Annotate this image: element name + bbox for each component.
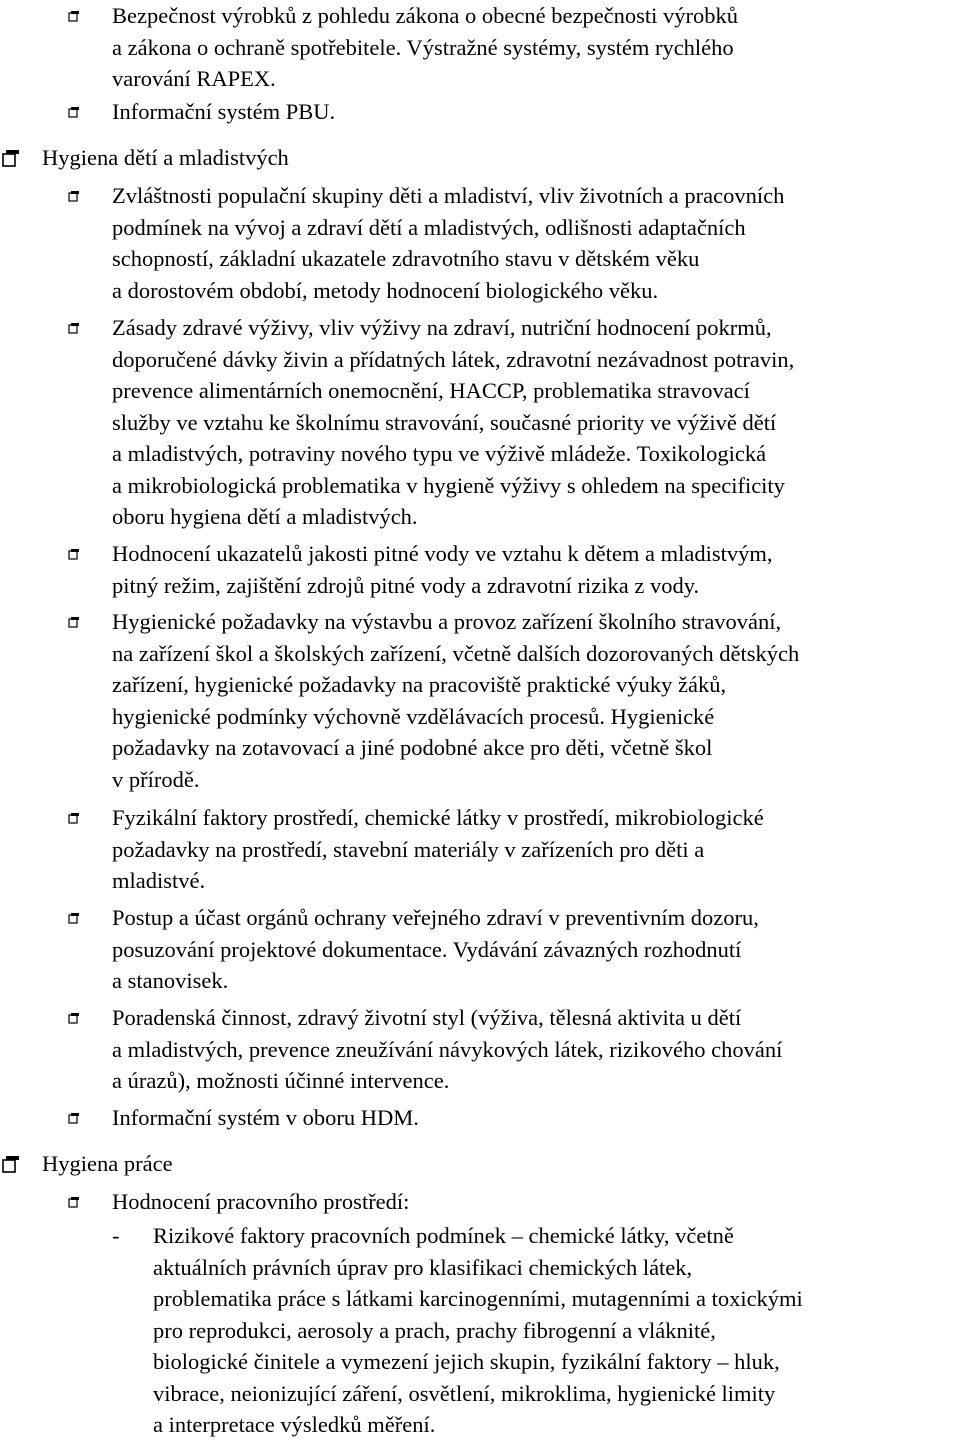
- list-item-text: Fyzikální faktory prostředí, chemické látky v prostředí, mikrobiologické požadavky na prostředí, stavební materiály v zařízeních pro děti a mladistvé.: [112, 805, 764, 893]
- sub-list-item-text: Rizikové faktory pracovních podmínek – chemické látky, včetně aktuálních právních úprav pro klasifikaci chemických látek, problematika práce s látkami karcinogenními, mutagenními a toxickými pro reprodukci, aerosoly a prach, prachy fibrogenní a vláknité, biologické činitele a vymezení jejich skupin, fyzikální faktory – hluk, vibrace, neionizující záření, osvětlení, mikroklima, hygienické limity a interpretace výsledků měření.: [153, 1223, 803, 1437]
- section-heading-text: Hygiena práce: [42, 1151, 173, 1176]
- small-square-bullet-icon: [68, 616, 80, 628]
- list-item-text: Hygienické požadavky na výstavbu a provoz zařízení školního stravování, na zařízení škol a školských zařízení, včetně dalších dozorovaných dětských zařízení, hygienické požadavky na pracoviště praktické výuky žáků, hygienické podmínky výchovně vzdělávacích procesů. Hygienické požadavky na zotavovací a jiné podobné akce pro děti, včetně škol v přírodě.: [112, 609, 800, 792]
- square-bullet-icon: [2, 149, 20, 167]
- small-square-bullet-icon: [68, 912, 80, 924]
- list-item-text: Zásady zdravé výživy, vliv výživy na zdraví, nutriční hodnocení pokrmů, doporučené dávky živin a přídatných látek, zdravotní nezávadnost potravin, prevence alimentárních onemocnění, HACCP, problematika stravovací služby ve vztahu ke školnímu stravování, současné priority ve výživě dětí a mladistvých, potraviny nového typu ve výživě mládeže. Toxikologická a mikrobiologická problematika v hygieně výživy s ohledem na specificity oboru hygiena dětí a mladistvých.: [112, 315, 795, 529]
- small-square-bullet-icon: [68, 812, 80, 824]
- list-item-text: Informační systém PBU.: [112, 99, 336, 124]
- list-item-text: Zvláštnosti populační skupiny děti a mladiství, vliv životních a pracovních podmínek na vývoj a zdraví dětí a mladistvých, odlišnosti adaptačních schopností, základní ukazatele zdravotního stavu v dětském věku a dorostovém období, metody hodnocení biologického věku.: [112, 183, 785, 303]
- small-square-bullet-icon: [68, 190, 80, 202]
- small-square-bullet-icon: [68, 1112, 80, 1124]
- small-square-bullet-icon: [68, 322, 80, 334]
- list-item-text: Poradenská činnost, zdravý životní styl (výživa, tělesná aktivita u dětí a mladistvých, prevence zneužívání návykových látek, rizikového chování a úrazů), možnosti účinné intervence.: [112, 1005, 783, 1093]
- list-item-text: Hodnocení pracovního prostředí:: [112, 1189, 410, 1214]
- list-item-text: Hodnocení ukazatelů jakosti pitné vody ve vztahu k dětem a mladistvým, pitný režim, zajištění zdrojů pitné vody a zdravotní rizika z vody.: [112, 541, 773, 598]
- small-square-bullet-icon: [68, 1196, 80, 1208]
- list-item-text: Informační systém v oboru HDM.: [112, 1105, 419, 1130]
- small-square-bullet-icon: [68, 548, 80, 560]
- dash-marker: -: [112, 1223, 120, 1248]
- square-bullet-icon: [2, 1155, 20, 1173]
- list-item-text: Postup a účast orgánů ochrany veřejného zdraví v preventivním dozoru, posuzování projektové dokumentace. Vydávání závazných rozhodnutí a stanovisek.: [112, 905, 759, 993]
- small-square-bullet-icon: [68, 10, 80, 22]
- list-item-text: Bezpečnost výrobků z pohledu zákona o obecné bezpečnosti výrobků a zákona o ochraně spotřebitele. Výstražné systémy, systém rychlého varování RAPEX.: [112, 3, 739, 91]
- small-square-bullet-icon: [68, 106, 80, 118]
- small-square-bullet-icon: [68, 1012, 80, 1024]
- section-heading-text: Hygiena dětí a mladistvých: [42, 145, 289, 170]
